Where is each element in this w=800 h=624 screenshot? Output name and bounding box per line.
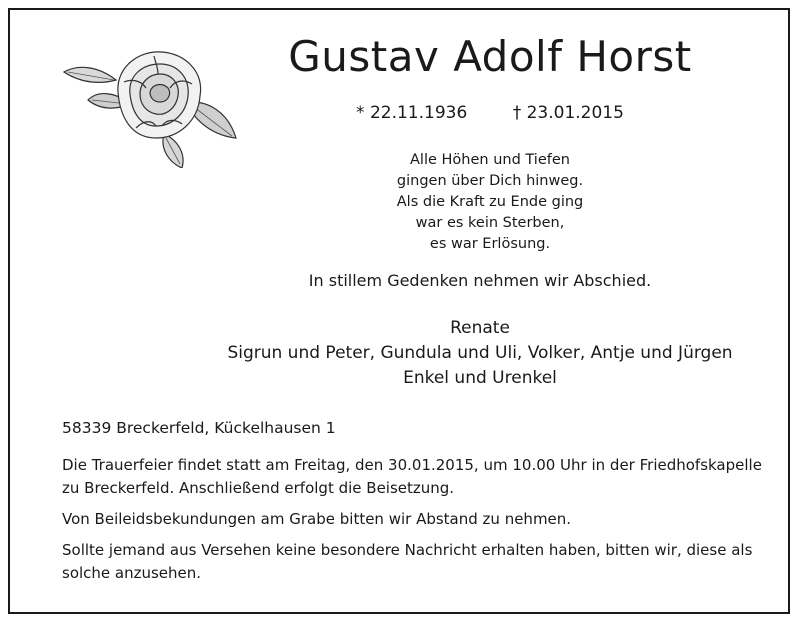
info-paragraph: Sollte jemand aus Versehen keine besondere Nachricht erhalten haben, bitten wir, diese als solche anzusehen. [62,541,753,582]
poem-line: gingen über Dich hinweg. [396,173,584,189]
rose-icon [58,42,240,168]
info-paragraph: Die Trauerfeier findet statt am Freitag, den 30.01.2015, um 10.00 Uhr in der Friedhofskapelle zu Breckerfeld. Anschließend erfolgt die Beisetzung. [62,456,762,497]
poem-line: Als die Kraft zu Ende ging [396,194,584,210]
info-paragraph: Von Beileidsbekundungen am Grabe bitten wir Abstand zu nehmen. [62,510,572,528]
family-line: Sigrun und Peter, Gundula und Uli, Volker, Antje und Jürgen [227,343,733,363]
address-line: 58339 Breckerfeld, Kückelhausen 1 [62,419,336,437]
poem-line: Alle Höhen und Tiefen [410,152,570,168]
farewell-line: In stillem Gedenken nehmen wir Abschied. [308,271,652,290]
poem-line: es war Erlösung. [429,236,551,252]
life-dates [300,103,680,123]
memorial-poem [300,150,680,255]
death-date: † 23.01.2015 [512,103,624,123]
family-names [150,316,800,391]
family-line: Renate [450,318,510,338]
family-line: Enkel und Urenkel [403,368,557,388]
deceased-name: Gustav Adolf Horst [288,32,692,81]
birth-date: * 22.11.1936 [356,103,468,123]
funeral-info [62,454,762,593]
poem-line: war es kein Sterben, [415,215,565,231]
